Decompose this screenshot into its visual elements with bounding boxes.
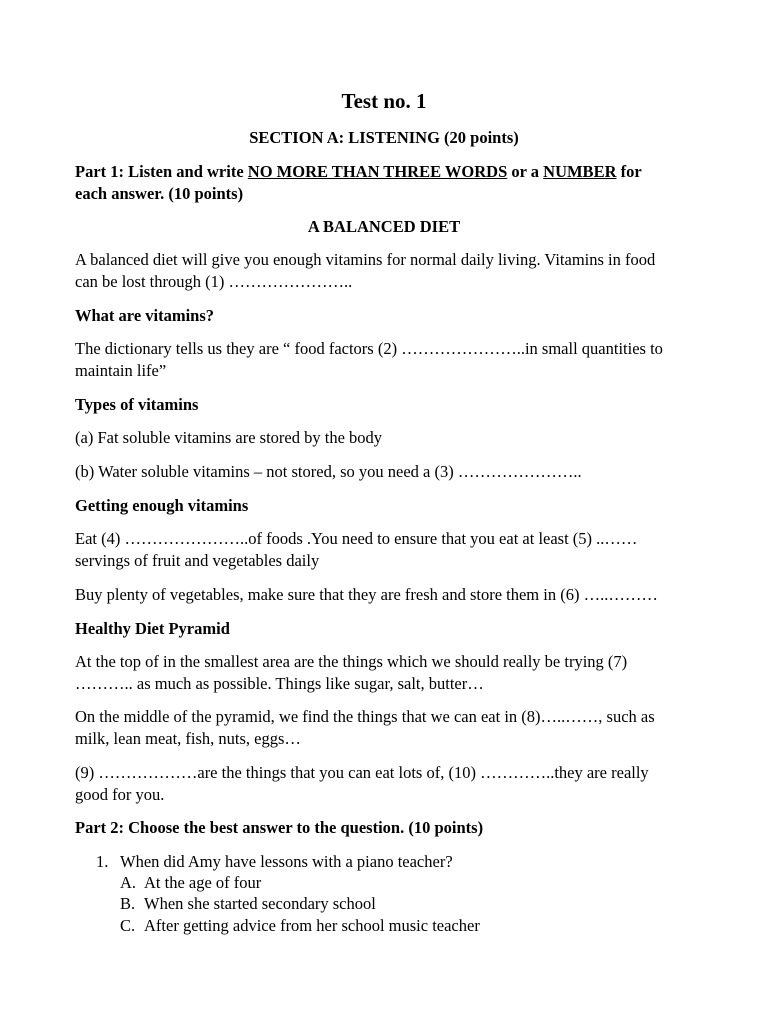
option-letter-a: A. xyxy=(120,873,137,892)
paragraph-line: can be lost through (1) ………………….. xyxy=(75,272,353,291)
paragraph-line: (a) Fat soluble vitamins are stored by the body xyxy=(75,428,383,447)
paragraph-line: The dictionary tells us they are “ food factors (2) …………………..in small quantities to xyxy=(75,339,663,358)
option-letter-c: C. xyxy=(120,916,136,935)
paragraph-line: Buy plenty of vegetables, make sure that they are fresh and store them in (6) …..……… xyxy=(75,585,658,604)
paragraph-line: good for you. xyxy=(75,785,165,804)
option-text-c: After getting advice from her school music teacher xyxy=(144,916,480,935)
section-heading: SECTION A: LISTENING (20 points) xyxy=(249,128,519,147)
passage-title: A BALANCED DIET xyxy=(307,217,461,236)
paragraph-line: (9) ………………are the things that you can eat lots of, (10) …………..they are really xyxy=(75,763,649,782)
part1-emphasis-words: NO MORE THAN THREE WORDS xyxy=(247,162,508,181)
paragraph-line: ……….. as much as possible. Things like sugar, salt, butter… xyxy=(75,674,484,693)
paragraph-line: milk, lean meat, fish, nuts, eggs… xyxy=(75,729,301,748)
paragraph-line: A balanced diet will give you enough vitamins for normal daily living. Vitamins in food xyxy=(75,250,656,269)
part1-lead: Part 1: Listen and write xyxy=(75,162,248,181)
paragraph-line: maintain life” xyxy=(75,361,167,380)
question-text: When did Amy have lessons with a piano teacher? xyxy=(120,852,453,871)
option-text-b: When she started secondary school xyxy=(144,894,376,913)
heading-getting-enough-vitamins: Getting enough vitamins xyxy=(75,496,249,515)
part1-mid: or a xyxy=(507,162,544,181)
paragraph-line: servings of fruit and vegetables daily xyxy=(75,551,320,570)
paragraph-line: On the middle of the pyramid, we find the things that we can eat in (8)…..……, such as xyxy=(75,707,655,726)
question-number: 1. xyxy=(96,852,109,871)
part2-heading: Part 2: Choose the best answer to the question. (10 points) xyxy=(75,818,484,837)
heading-types-of-vitamins: Types of vitamins xyxy=(75,395,199,414)
part1-instruction-line2: each answer. (10 points) xyxy=(75,184,244,203)
paragraph-line: (b) Water soluble vitamins – not stored, so you need a (3) ………………….. xyxy=(75,462,582,481)
part1-tail: for xyxy=(616,162,642,181)
heading-healthy-diet-pyramid: Healthy Diet Pyramid xyxy=(75,619,230,638)
part1-emphasis-number: NUMBER xyxy=(543,162,617,181)
heading-what-are-vitamins: What are vitamins? xyxy=(75,306,215,325)
paragraph-line: Eat (4) …………………..of foods .You need to ensure that you eat at least (5) ..…… xyxy=(75,529,638,548)
test-title: Test no. 1 xyxy=(341,89,427,113)
option-text-a: At the age of four xyxy=(144,873,262,892)
paragraph-line: At the top of in the smallest area are the things which we should really be trying (7) xyxy=(75,652,628,671)
option-letter-b: B. xyxy=(120,894,136,913)
part1-instruction-line1 xyxy=(75,161,642,183)
